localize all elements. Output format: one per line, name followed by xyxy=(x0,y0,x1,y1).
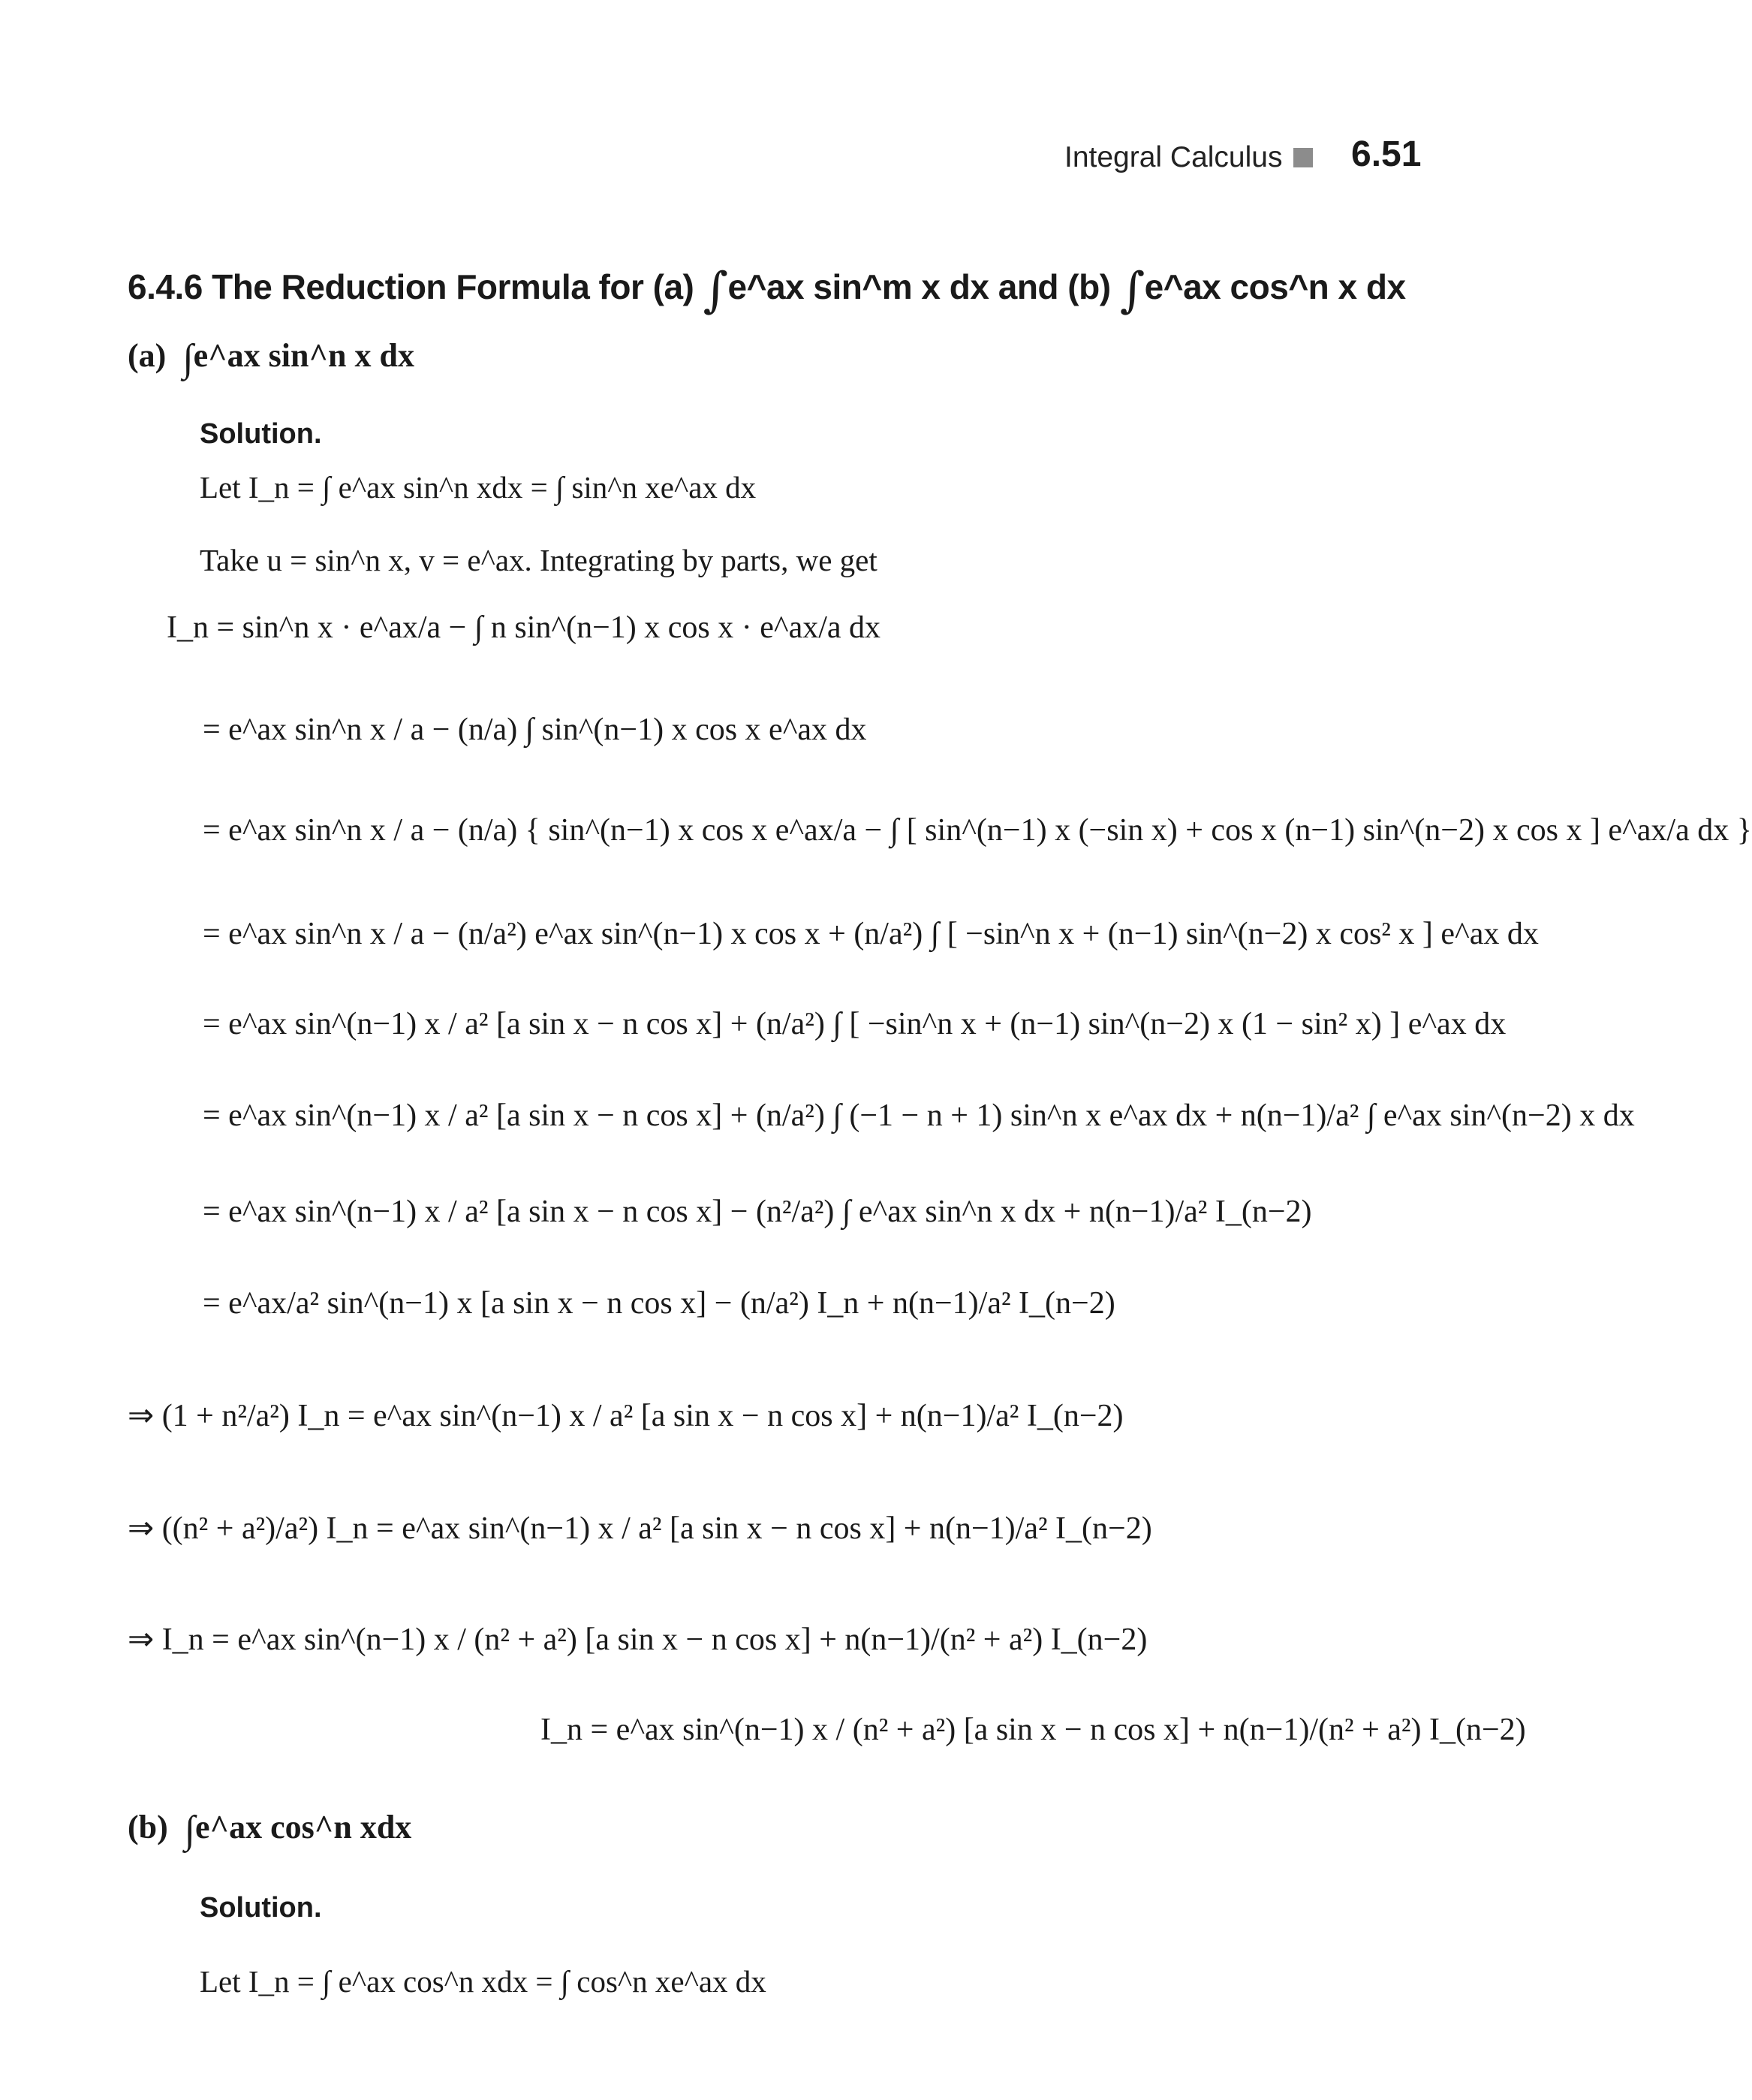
integral-sign-icon: ∫ xyxy=(184,1809,196,1851)
part-a-integral: e^ax sin^n x dx xyxy=(193,337,414,374)
section-title-part-b: e^ax cos^n x dx xyxy=(1144,267,1406,306)
part-a-let-line: Let I_n = ∫ e^ax sin^n xdx = ∫ sin^n xe^ax dx xyxy=(200,470,757,505)
derivation-line-4: = e^ax sin^n x / a − (n/a²) e^ax sin^(n−1) x cos x + (n/a²) ∫ [ −sin^n x + (n−1) sin^(n−2) x cos² x ] e^ax dx xyxy=(203,917,1539,951)
derivation-line-1: I_n = sin^n x · e^ax/a − ∫ n sin^(n−1) x cos x · e^ax/a dx xyxy=(167,610,881,645)
derivation-line-10: ⇒ ((n² + a²)/a²) I_n = e^ax sin^(n−1) x / a² [a sin x − n cos x] + n(n−1)/a² I_(n−2) xyxy=(128,1511,1152,1546)
part-b-heading xyxy=(128,1808,411,1852)
section-heading xyxy=(128,263,1406,318)
part-a-take-line: Take u = sin^n x, v = e^ax. Integrating by parts, we get xyxy=(200,543,878,577)
derivation-line-5: = e^ax sin^(n−1) x / a² [a sin x − n cos x] + (n/a²) ∫ [ −sin^n x + (n−1) sin^(n−2) x (1 − sin² x) ] e^ax dx xyxy=(203,1007,1507,1041)
part-a-label: (a) xyxy=(128,337,167,374)
part-b-label: (b) xyxy=(128,1809,168,1845)
part-b-let-line: Let I_n = ∫ e^ax cos^n xdx = ∫ cos^n xe^ax dx xyxy=(200,1964,766,1999)
part-a-heading xyxy=(128,336,414,381)
integral-sign-icon: ∫ xyxy=(1119,263,1145,318)
derivation-line-6: = e^ax sin^(n−1) x / a² [a sin x − n cos x] + (n/a²) ∫ (−1 − n + 1) sin^n x e^ax dx + n(n−1)/a² ∫ e^ax sin^(n−2) x dx xyxy=(203,1098,1635,1133)
part-b-integral: e^ax cos^n xdx xyxy=(195,1809,412,1845)
page-number: 6.51 xyxy=(1351,134,1422,174)
derivation-line-3: = e^ax sin^n x / a − (n/a) { sin^(n−1) x cos x e^ax/a − ∫ [ sin^(n−1) x (−sin x) + cos x (n−1) sin^(n−2) x cos x ] e^ax/a dx } xyxy=(203,813,1752,848)
section-number: 6.4.6 xyxy=(128,267,203,306)
derivation-line-11: ⇒ I_n = e^ax sin^(n−1) x / (n² + a²) [a sin x − n cos x] + n(n−1)/(n² + a²) I_(n−2) xyxy=(128,1622,1148,1657)
derivation-line-12: I_n = e^ax sin^(n−1) x / (n² + a²) [a sin x − n cos x] + n(n−1)/(n² + a²) I_(n−2) xyxy=(540,1713,1526,1747)
integral-sign-icon: ∫ xyxy=(182,337,194,380)
section-title-part-a: e^ax sin^m x dx xyxy=(727,267,989,306)
section-title-prefix: The Reduction Formula for (a) xyxy=(212,267,694,306)
part-a-solution-label: Solution. xyxy=(200,418,322,450)
derivation-line-8: = e^ax/a² sin^(n−1) x [a sin x − n cos x] − (n/a²) I_n + n(n−1)/a² I_(n−2) xyxy=(203,1286,1115,1321)
part-b-solution-label: Solution. xyxy=(200,1892,322,1924)
running-header-title: Integral Calculus xyxy=(1064,141,1283,173)
derivation-line-9: ⇒ (1 + n²/a²) I_n = e^ax sin^(n−1) x / a² [a sin x − n cos x] + n(n−1)/a² I_(n−2) xyxy=(128,1399,1124,1433)
header-square-icon xyxy=(1293,148,1313,167)
integral-sign-icon: ∫ xyxy=(703,263,728,318)
section-title-connector: and (b) xyxy=(998,267,1111,306)
derivation-line-7: = e^ax sin^(n−1) x / a² [a sin x − n cos x] − (n²/a²) ∫ e^ax sin^n x dx + n(n−1)/a² I_(n−2) xyxy=(203,1195,1312,1229)
derivation-line-2: = e^ax sin^n x / a − (n/a) ∫ sin^(n−1) x cos x e^ax dx xyxy=(203,713,867,747)
